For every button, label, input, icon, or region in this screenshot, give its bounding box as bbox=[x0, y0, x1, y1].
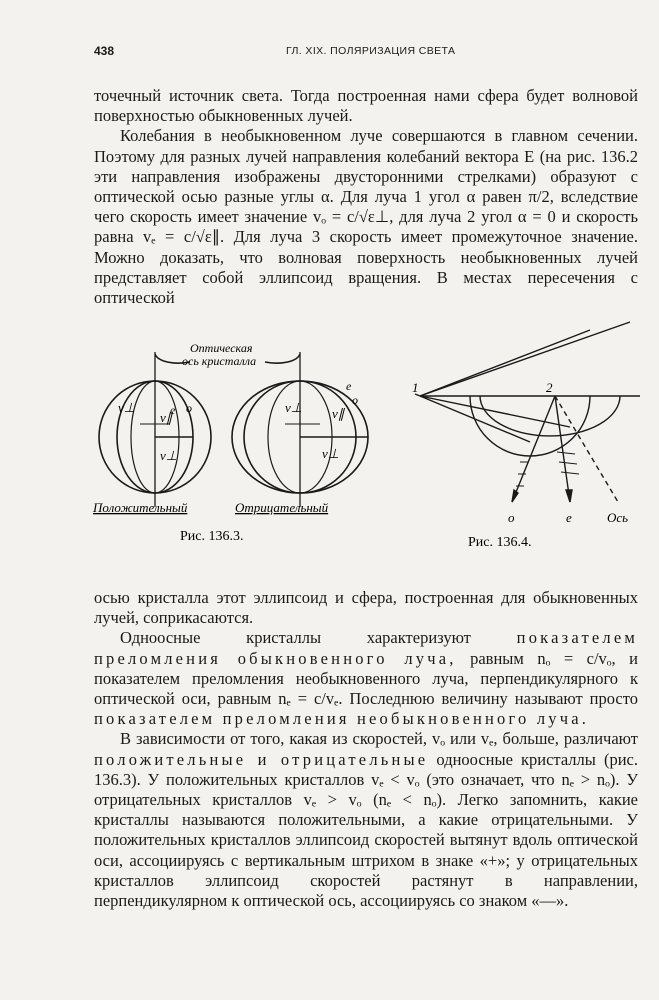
axis-label-line1: Оптическая bbox=[190, 341, 253, 355]
text-block-top bbox=[94, 86, 638, 308]
axis-label-leader-right bbox=[265, 354, 300, 363]
refracted-o bbox=[420, 396, 530, 442]
p5-spaced-term: положительные и отрицательные bbox=[94, 749, 429, 769]
p4-spaced-term-2: показателем преломления необыкновенного луча. bbox=[94, 709, 590, 729]
label-o-left: o bbox=[186, 401, 192, 415]
p4-spaced-term-1: показателем преломления обыкновенного луча, bbox=[94, 628, 638, 668]
text-block-bottom bbox=[94, 588, 638, 911]
ray-axis bbox=[555, 396, 618, 502]
label-v-perp-left-2: v⊥ bbox=[160, 448, 178, 463]
running-title: ГЛ. XIX. ПОЛЯРИЗАЦИЯ СВЕТА bbox=[286, 45, 456, 57]
caption-136-3: Рис. 136.3. bbox=[180, 529, 244, 544]
label-ray-o: o bbox=[508, 510, 515, 525]
label-point-2: 2 bbox=[546, 380, 553, 395]
wavefront-o bbox=[470, 396, 590, 456]
figure-136-3 bbox=[99, 352, 368, 507]
paragraph-5 bbox=[94, 729, 638, 911]
label-positive: Положительный bbox=[93, 500, 188, 515]
label-v-perp-left: v⊥ bbox=[118, 400, 136, 415]
label-v-par-left: v∥ bbox=[160, 410, 173, 425]
caption-136-4: Рис. 136.4. bbox=[468, 535, 532, 550]
incident-ray-b bbox=[420, 330, 590, 396]
label-negative: Отрицательный bbox=[235, 500, 329, 515]
label-ray-e: e bbox=[566, 510, 572, 525]
paragraph-4 bbox=[94, 628, 638, 729]
label-v-par-right: v∥ bbox=[332, 406, 345, 421]
running-header bbox=[94, 44, 638, 60]
paragraph-1: точечный источник света. Тогда построенная нами сфера будет волновой поверхностью обыкновенных лучей. bbox=[94, 86, 638, 126]
axis-label-line2: ось кристалла bbox=[182, 354, 257, 368]
arrow-e bbox=[566, 490, 572, 502]
label-v-perp-right-2: v⊥ bbox=[322, 446, 340, 461]
label-e-left: e bbox=[170, 403, 176, 417]
figure-svg bbox=[0, 312, 659, 582]
figure-136-4 bbox=[415, 322, 640, 502]
paragraph-2: Колебания в необыкновенном луче совершаются в главном сечении. Поэтому для разных лучей направления колебаний вектора E (на рис. 136.2 эти направления изображены двусторонними стрелками) образуют с оптической осью разные углы α. Для луча 1 угол α равен π/2, вследствие чего скорость имеет значение vₒ = c/√ε⊥, для луча 2 угол α = 0 и скорость равна vₑ = c/√ε∥. Для луча 3 скорость имеет промежуточное значение. Можно доказать, что волновая поверхность необыкновенных лучей представляет собой эллипсоид вращения. В местах пересечения с оптической bbox=[94, 126, 638, 308]
page-number: 438 bbox=[94, 44, 115, 58]
arrow-o bbox=[512, 490, 518, 502]
p5-part-b: одноосные кристаллы (рис. 136.3). У положительных кристаллов vₑ < vₒ (это означает, что nₑ > nₒ). У отрицательных кристаллов vₑ > vₒ (nₑ < nₒ). Легко запомнить, какие кристаллы называются положительными, а какие отрицательными. У положительных кристаллов эллипсоид скоростей вытянут вдоль оптической оси, ассоциируясь с вертикальным штрихом в знаке «+»; у отрицательных кристаллов эллипсоид скоростей растянут в направлении, перпендикулярном к оптической ось, ассоциируясь со знаком «—». bbox=[94, 749, 638, 911]
label-v-perp-right: v⊥ bbox=[285, 400, 303, 415]
paragraph-3: осью кристалла этот эллипсоид и сфера, построенная для обыкновенных лучей, соприкасаются. bbox=[94, 588, 638, 628]
p4-part-b: равным nₒ = c/vₒ, и показателем преломления необыкновенного луча, перпендикулярного к оптической оси, равным nₑ = c/vₑ. Последнюю величину называют просто bbox=[94, 648, 638, 709]
label-axis: Ось bbox=[607, 510, 629, 525]
p4-part-a: Одноосные кристаллы характеризуют bbox=[120, 628, 517, 648]
figures bbox=[0, 312, 659, 582]
label-point-1: 1 bbox=[412, 380, 419, 395]
label-e-right: e bbox=[346, 379, 352, 393]
label-o-right: o bbox=[352, 393, 358, 407]
refracted-e bbox=[420, 396, 570, 427]
p5-part-a: В зависимости от того, какая из скоростей, vₒ или vₑ, больше, различают bbox=[120, 729, 638, 749]
incident-ray-a bbox=[420, 322, 630, 396]
